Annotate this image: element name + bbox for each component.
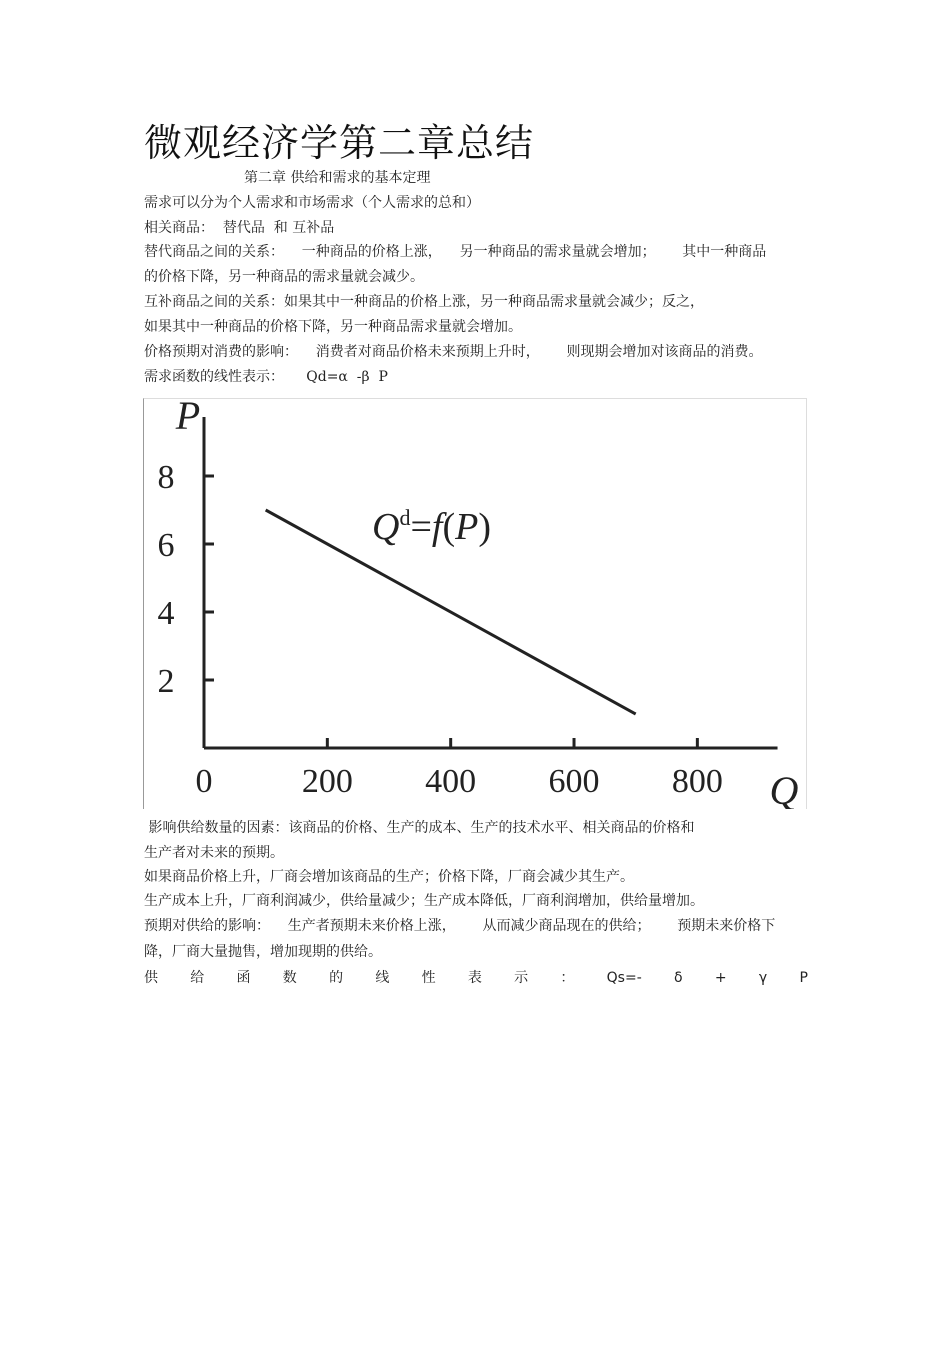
formula-token: Qs=- (606, 970, 642, 986)
formula-token: 数 (282, 970, 297, 986)
formula-token: 的 (329, 970, 344, 986)
curve-annotation: $Q^d=f(P)$ (372, 505, 491, 548)
paragraph-line: 价格预期对消费的影响： 消费者对商品价格未来预期上升时， 则现期会增加对该商品的消费。 (144, 344, 763, 360)
y-tick-label: 2 (157, 663, 175, 700)
formula-token: 供 (144, 970, 158, 986)
demand-chart (144, 399, 806, 809)
formula-token: 表 (467, 970, 482, 986)
formula-token: 函 (236, 970, 251, 986)
formula-token: 示 (514, 970, 529, 986)
formula-token: 给 (190, 970, 205, 986)
formula-token: P (799, 970, 808, 986)
formula-token: δ (674, 970, 683, 986)
chapter-subtitle: 第二章 供给和需求的基本定理 (244, 170, 431, 186)
paragraph-line: 互补商品之间的关系：如果其中一种商品的价格上涨，另一种商品需求量就会减少；反之， (144, 294, 704, 310)
x-tick-label: 200 (301, 763, 353, 800)
formula-token: 性 (421, 970, 436, 986)
x-axis-label: Q (769, 768, 799, 809)
paragraph-line: 生产者对未来的预期。 (144, 845, 284, 861)
paragraph-line: 预期对供给的影响： 生产者预期未来价格上涨， 从而减少商品现在的供给； 预期未来价格下 (144, 918, 776, 934)
paragraph-line: 如果商品价格上升，厂商会增加该商品的生产；价格下降，厂商会减少其生产。 (144, 869, 634, 885)
paragraph-line: 降，厂商大量抛售，增加现期的供给。 (144, 944, 382, 960)
paragraph-line: 的价格下降，另一种商品的需求量就会减少。 (144, 269, 424, 285)
supply-function-line (144, 968, 808, 988)
paragraph-line: 替代商品之间的关系： 一种商品的价格上涨， 另一种商品的需求量就会增加； 其中一种商品 (144, 244, 767, 260)
x-tick-label: 400 (425, 763, 477, 800)
paragraph-line: 生产成本上升，厂商利润减少，供给量减少；生产成本降低，厂商利润增加，供给量增加。 (144, 893, 704, 909)
y-tick-label: 6 (157, 527, 175, 564)
paragraph-line: 需求可以分为个人需求和市场需求（个人需求的总和） (144, 195, 480, 211)
x-tick-label: 800 (671, 763, 723, 800)
paragraph-line: 如果其中一种商品的价格下降，另一种商品需求量就会增加。 (144, 319, 522, 335)
formula-token: + (714, 970, 727, 986)
paragraph-line: 相关商品： 替代品 和 互补品 (144, 220, 335, 236)
x-tick-label: 0 (195, 763, 213, 800)
demand-function-line: 需求函数的线性表示： Qd=α -β P (144, 369, 388, 385)
y-tick-label: 8 (157, 459, 175, 496)
formula-token: ： (560, 970, 575, 986)
x-tick-label: 600 (548, 763, 600, 800)
formula-token: 线 (375, 970, 390, 986)
y-axis-label: P (175, 399, 201, 438)
y-tick-label: 4 (157, 595, 175, 632)
page-title: 微观经济学第二章总结 (144, 121, 535, 165)
formula-token: γ (758, 970, 768, 986)
paragraph-line: 影响供给数量的因素：该商品的价格、生产的成本、生产的技术水平、相关商品的价格和 (144, 820, 695, 836)
demand-curve-figure (143, 398, 807, 809)
